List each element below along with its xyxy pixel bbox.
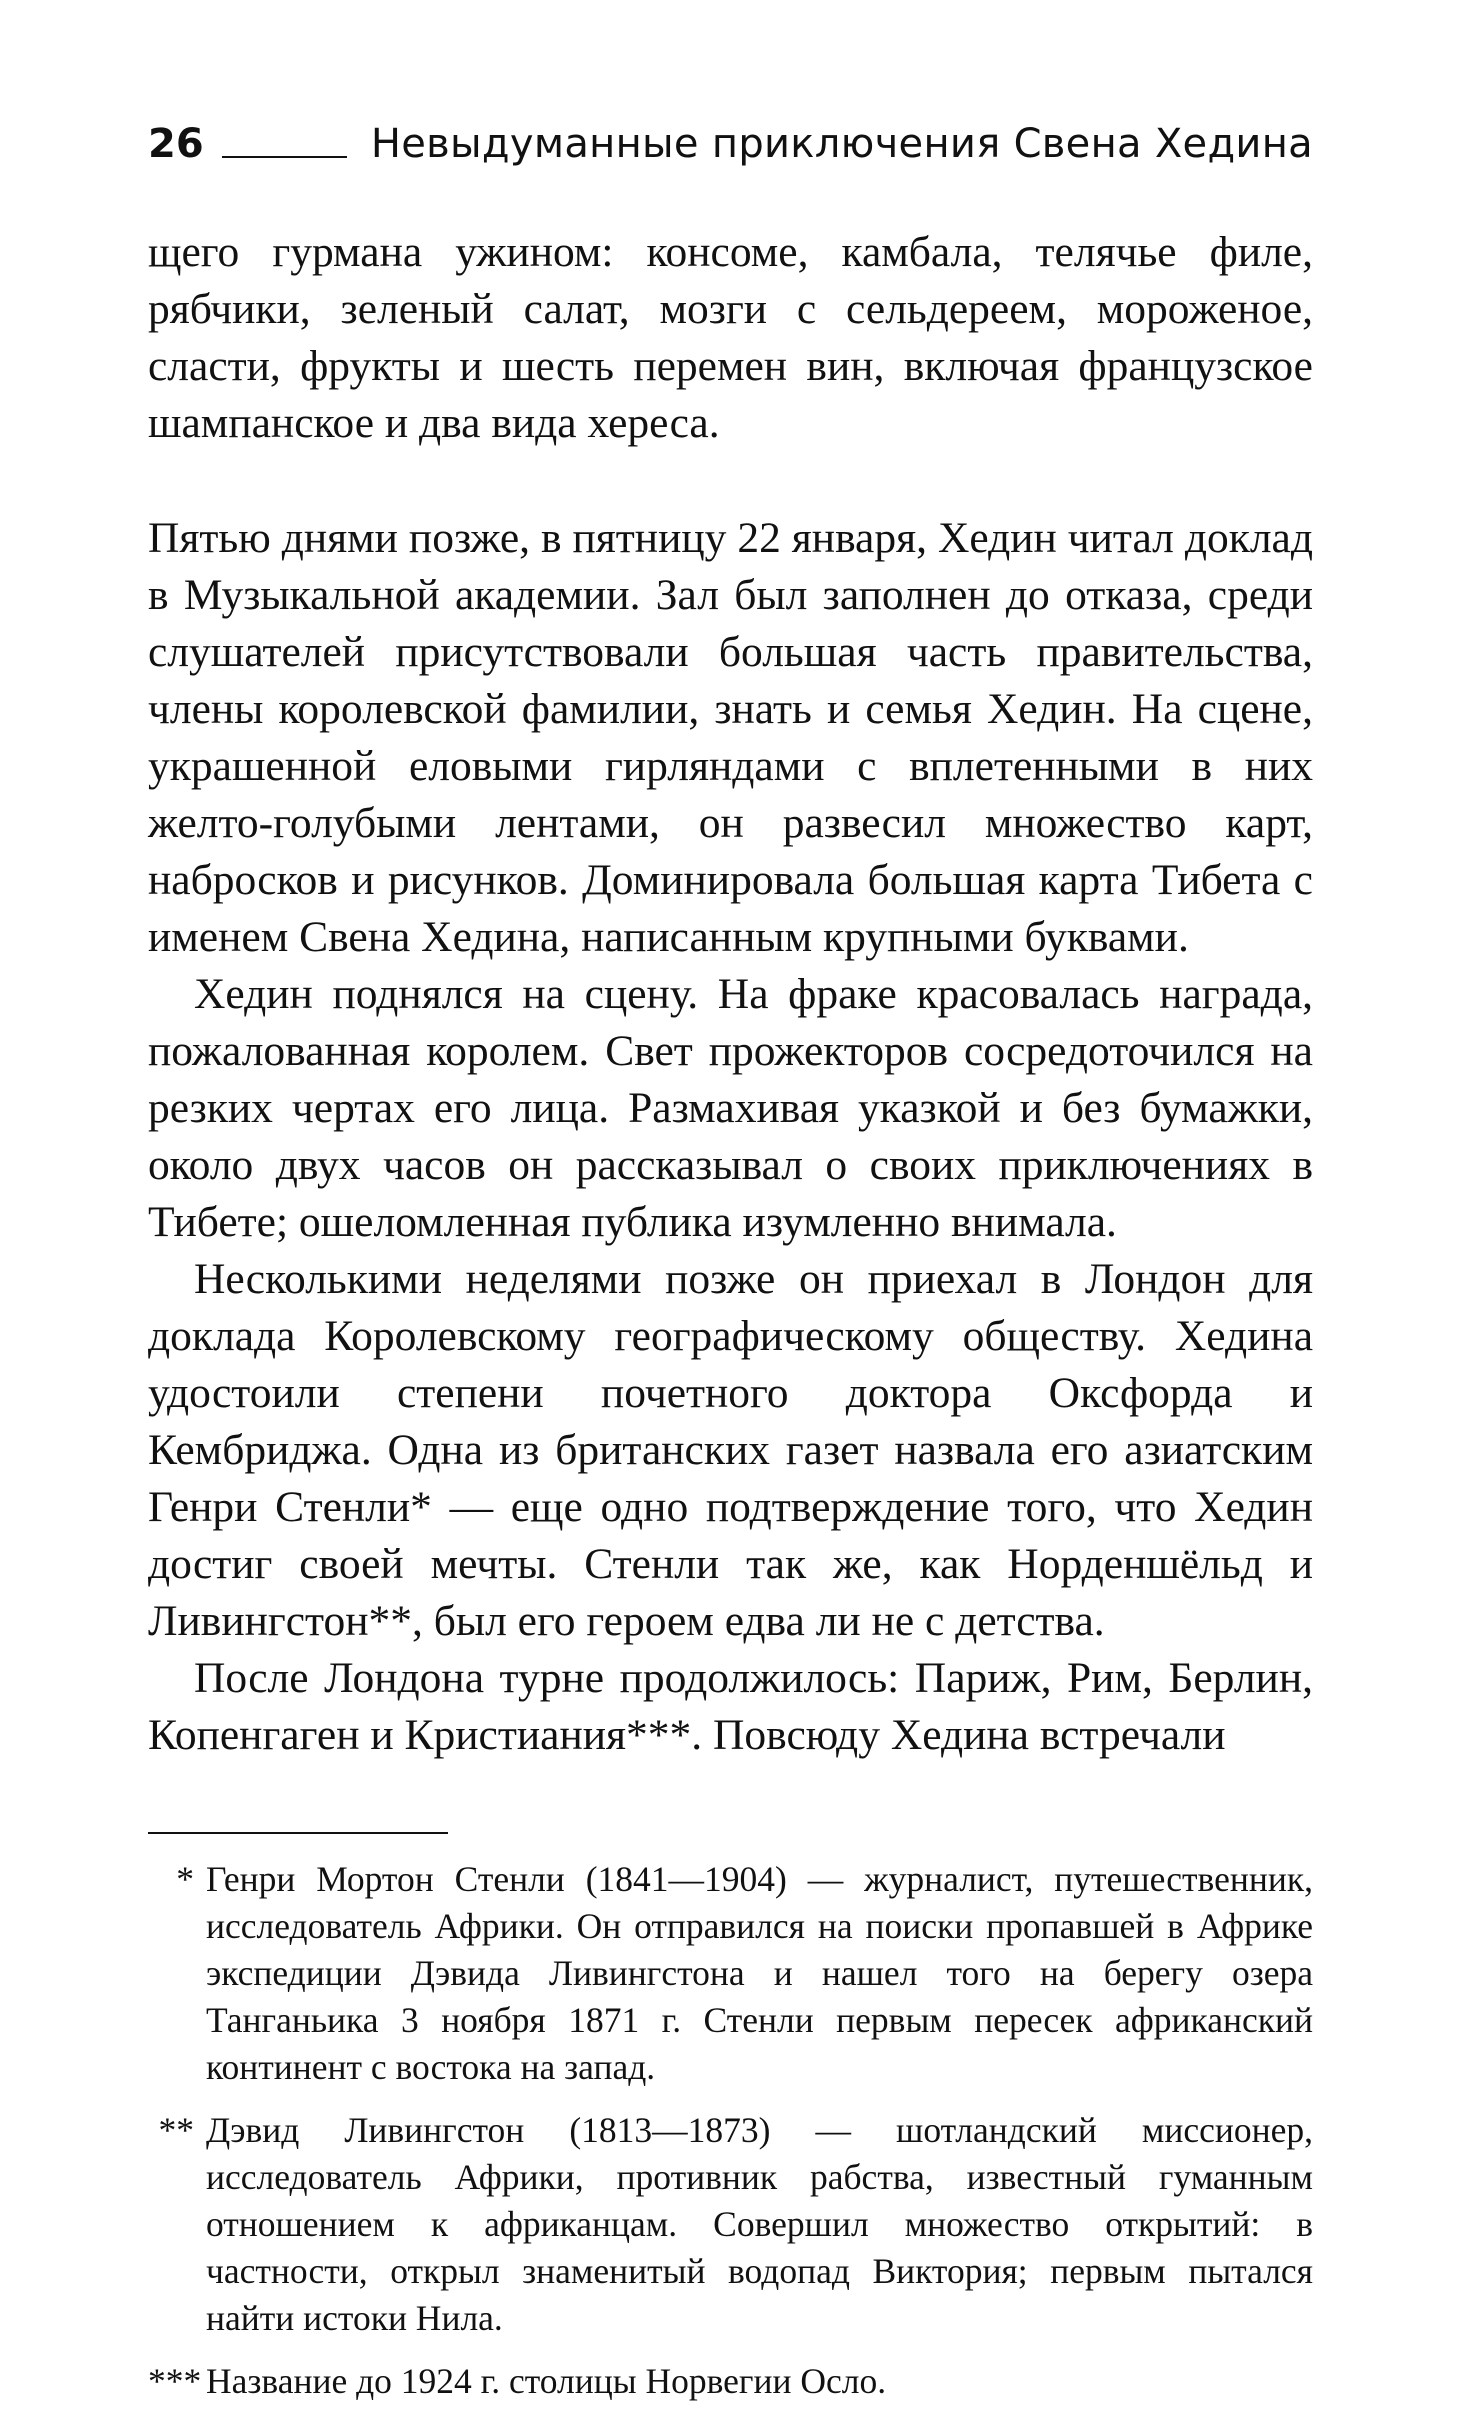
footnote-text: Название до 1924 г. столицы Норвегии Осло. [206, 2361, 887, 2401]
paragraph: Пятью днями позже, в пятницу 22 января, Хедин читал доклад в Музыкальной академии. Зал был заполнен до отказа, среди слушателей присутствовали большая часть правительства, члены королевской фамилии, знать и семья Хедин. На сцене, украшенной еловыми гирляндами с вплетенными в них желто-голубыми лентами, он развесил множество карт, набросков и рисунков. Доминировала большая карта Тибета с именем Свена Хедина, написанным крупными буквами. [148, 514, 1313, 961]
paragraph-continued: щего гурмана ужином: консоме, камбала, телячье филе, рябчики, зеленый салат, мозги с сельдереем, мороженое, сласти, фрукты и шесть перемен вин, включая французское шампанское и два вида хереса. [148, 228, 1313, 447]
book-page [148, 108, 1313, 2421]
footnote-marker: *** [148, 2361, 202, 2401]
footnote-text: Генри Мортон Стенли (1841—1904) — журналист, путешественник, исследователь Африки. Он отправился на поиски пропавшей в Африке экспедиции Дэвида Ливингстона и нашел того на берегу озера Танганьика 3 ноября 1871 г. Стенли первым пересек африканский континент с востока на запад. [206, 1859, 1313, 2087]
paragraph: Несколькими неделями позже он приехал в Лондон для доклада Королевскому географическому обществу. Хедина удостоили степени почетного доктора Оксфорда и Кембриджа. Одна из британских газет назвала его азиатским Генри Стенли* — еще одно подтверждение того, что Хедин достиг своей мечты. Стенли так же, как Норденшёльд и Ливингстон**, был его героем едва ли не с детства. [148, 1255, 1313, 1645]
running-header [148, 108, 1313, 167]
footnotes [148, 1856, 1313, 2405]
footnote-marker: * [176, 1859, 194, 1899]
footnote-separator [148, 1832, 448, 1834]
paragraph: Хедин поднялся на сцену. На фраке красовалась награда, пожалованная королем. Свет прожекторов сосредоточился на резких чертах его лица. Размахивая указкой и без бумажки, около двух часов он рассказывал о своих приключениях в Тибете; ошеломленная публика изумленно внимала. [148, 970, 1313, 1246]
footnote-marker: ** [158, 2110, 194, 2150]
running-title: Невыдуманные приключения Свена Хедина [370, 121, 1313, 167]
footnote-text: Дэвид Ливингстон (1813—1873) — шотландский миссионер, исследователь Африки, противник рабства, известный гуманным отношением к африканцам. Совершил множество открытий: в частности, открыл знаменитый водопад Виктория; первым пытался найти истоки Нила. [206, 2110, 1313, 2338]
header-rule [222, 156, 347, 158]
page-number: 26 [148, 121, 204, 167]
footnote [148, 2107, 1313, 2342]
footnote [148, 2358, 1313, 2405]
main-text [148, 224, 1313, 1764]
paragraph: После Лондона турне продолжилось: Париж, Рим, Берлин, Копенгаген и Кристиания***. Повсюду Хедина встречали [148, 1654, 1313, 1759]
footnote [148, 1856, 1313, 2091]
